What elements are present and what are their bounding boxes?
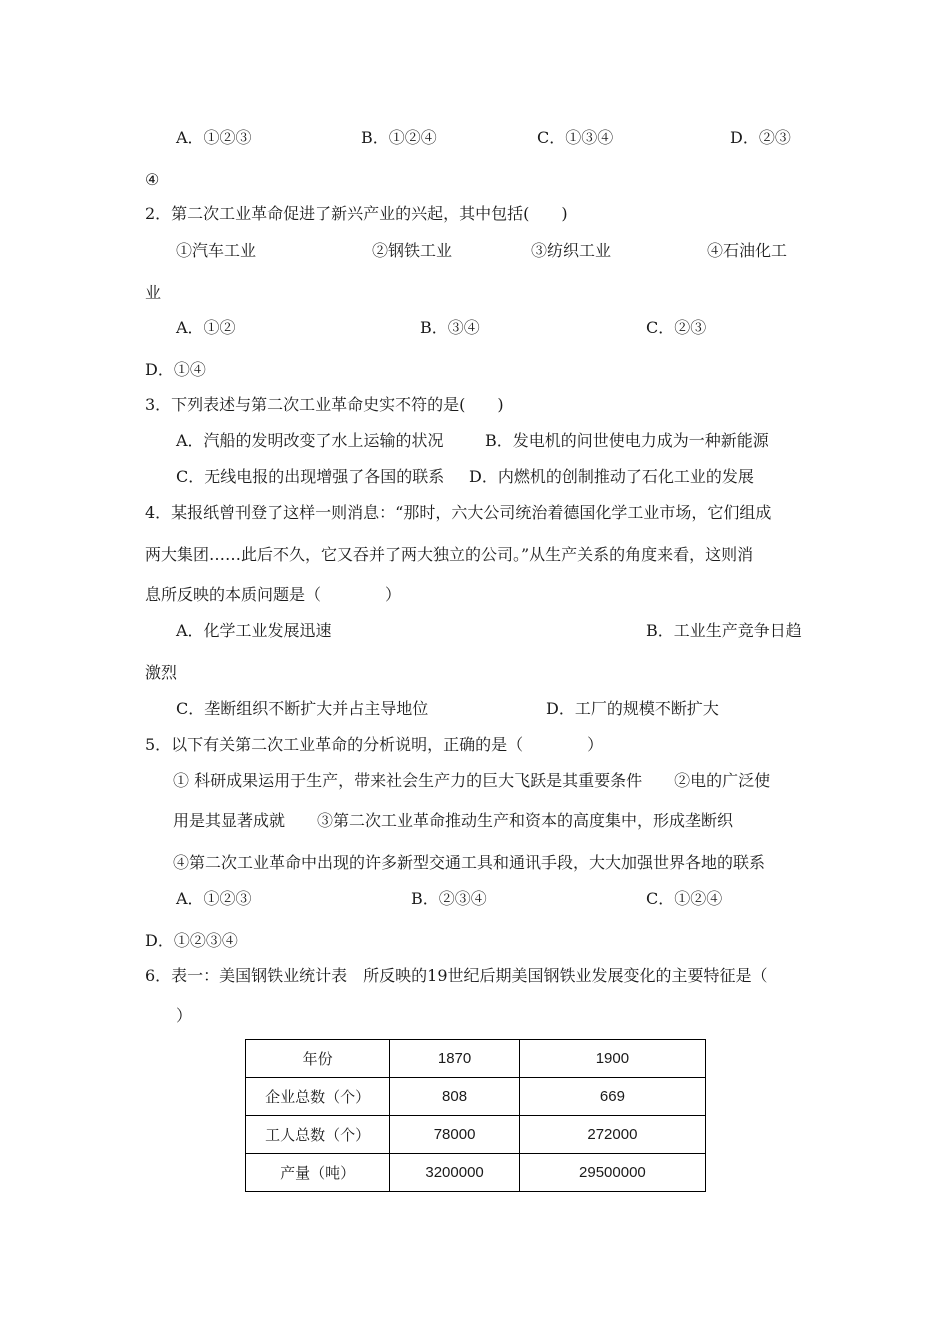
q1-option-d: D．②③ [730,128,791,147]
table-cell: 808 [390,1078,520,1116]
table-cell: 工人总数（个） [246,1116,390,1154]
q2-item-wrap: 业 [145,283,162,302]
q3-stem: 3．下列表述与第二次工业革命史实不符的是( ) [145,395,504,414]
q4-option-wrap: 激烈 [145,663,178,682]
table-header-cell: 年份 [246,1040,390,1078]
q4-stem-line-1: 4．某报纸曾刊登了这样一则消息：“那时，六大公司统治着德国化学工业市场，它们组成 [145,503,772,522]
table-cell: 669 [519,1078,705,1116]
table-cell: 产量（吨） [246,1154,390,1192]
q5-line-1: ① 科研成果运用于生产，带来社会生产力的巨大飞跃是其重要条件 ②电的广泛使 [173,771,771,790]
q5-line-3: ④第二次工业革命中出现的许多新型交通工具和通讯手段，大大加强世界各地的联系 [173,853,766,872]
q5-option-a: A．①②③ [176,889,252,908]
q2-item-2: ②钢铁工业 [372,241,453,260]
q3-option-c: C．无线电报的出现增强了各国的联系 [176,467,445,486]
q4-option-b: B．工业生产竞争日趋 [646,621,802,640]
table-cell: 29500000 [519,1154,705,1192]
q5-line-2: 用是其显著成就 ③第二次工业革命推动生产和资本的高度集中，形成垄断织 [173,811,734,830]
table-row [246,1078,706,1116]
q2-item-1: ①汽车工业 [176,241,257,260]
q5-stem: 5．以下有关第二次工业革命的分析说明，正确的是（ ） [145,735,604,754]
q2-item-3: ③纺织工业 [531,241,612,260]
table-header-cell: 1900 [519,1040,705,1078]
table-header-cell: 1870 [390,1040,520,1078]
q4-option-a: A．化学工业发展迅速 [176,621,332,640]
q1-option-wrap: ④ [145,170,160,189]
q4-stem-line-3: 息所反映的本质问题是（ ） [145,585,402,604]
q2-option-b: B．③④ [420,318,480,337]
q4-stem-line-2: 两大集团……此后不久，它又吞并了两大独立的公司。”从生产关系的角度来看，这则消 [145,545,754,564]
q4-option-c: C．垄断组织不断扩大并占主导地位 [176,699,429,718]
q2-stem: 2．第二次工业革命促进了新兴产业的兴起，其中包括( ) [145,204,568,223]
q5-option-d: D．①②③④ [145,931,238,950]
q1-option-a: A．①②③ [176,128,252,147]
table-cell: 企业总数（个） [246,1078,390,1116]
table-cell: 272000 [519,1116,705,1154]
q5-option-b: B．②③④ [411,889,487,908]
table-row [246,1116,706,1154]
q2-option-a: A．①② [176,318,236,337]
q3-option-b: B．发电机的问世使电力成为一种新能源 [485,431,769,450]
q2-item-4: ④石油化工 [707,241,788,260]
q3-option-a: A．汽船的发明改变了水上运输的状况 [176,431,444,450]
steel-statistics-table [245,1039,706,1192]
q6-stem: 6．表一：美国钢铁业统计表 所反映的19世纪后期美国钢铁业发展变化的主要特征是（ [145,966,768,985]
q4-option-d: D．工厂的规模不断扩大 [546,699,719,718]
q2-option-c: C．②③ [646,318,707,337]
q2-option-d: D．①④ [145,360,206,379]
table-header-row [246,1040,706,1078]
q3-option-d: D．内燃机的创制推动了石化工业的发展 [469,467,754,486]
table-row [246,1154,706,1192]
q1-option-c: C．①③④ [537,128,614,147]
q6-stem-wrap: ） [176,1006,193,1025]
table-cell: 3200000 [390,1154,520,1192]
q5-option-c: C．①②④ [646,889,723,908]
q1-option-b: B．①②④ [361,128,437,147]
table-cell: 78000 [390,1116,520,1154]
